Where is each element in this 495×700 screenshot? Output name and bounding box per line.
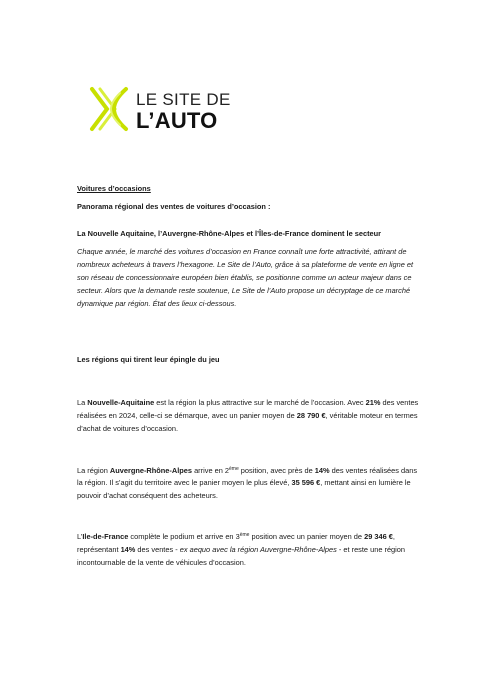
average-basket-price: 35 596 € [291,478,321,488]
brand-logo [86,86,236,134]
sales-percentage: 14% [314,465,330,475]
text-run: L’ [77,531,83,541]
text-run: , mettant ainsi en lumière le pouvoir d’achat conséquent des acheteurs. [77,478,411,501]
sales-percentage: 21% [365,398,381,408]
text-run: La région [77,465,110,475]
paragraph-auvergne-rhone-alpes [77,465,422,503]
paragraph-ile-de-france [77,531,422,569]
document-body [77,183,422,569]
text-run: La [77,398,88,408]
text-run: des ventes réalisées dans la région. Il s’agit du territoire avec le panier moyen le plus élevé, [77,465,418,488]
text-run: est la région la plus attractive sur le marché de l’occasion. Avec [154,398,366,408]
text-run: position avec un panier moyen de [249,531,365,541]
text-run: arrive en 2 [192,465,229,475]
ordinal-suffix: ème [229,465,239,472]
text-run: , véritable moteur en termes d’achat de voitures d’occasion. [77,410,418,433]
region-name: Ile-de-France [82,531,129,541]
ex-aequo-note: ex aequo avec la région Auvergne-Rhône-Alpes [179,544,337,554]
average-basket-price: 28 790 € [296,410,326,420]
sales-percentage: 14% [120,544,136,554]
text-run: des ventes réalisées en 2024, celle-ci se démarque, avec un panier moyen de [77,398,419,420]
text-run: , représentant [77,531,395,554]
logo-mark-icon [86,86,132,132]
logo-text-line2: L’AUTO [136,108,218,133]
text-run: complète le podium et arrive en 3 [128,531,240,541]
intro-paragraph: Chaque année, le marché des voitures d’occasion en France connaît une forte attractivité, attirant de nombreux acheteurs à travers l’hexagone. Le Site de l’Auto, grâce à sa plateforme de vente en ligne et son réseau de concessionnaire européen bien établis, se positionne comme un acteur majeur dans ce secteur. Alors que la demande reste soutenue, Le Site de l’Auto propose un décryptage de ce marché dynamique par région. État des lieux ci-dessous. [77,247,414,308]
text-run: position, avec près de [238,465,315,475]
region-name: Nouvelle-Aquitaine [87,398,155,408]
document-subheading: Panorama régional des ventes de voitures d’occasion : [77,201,271,211]
document-lead: La Nouvelle Aquitaine, l’Auvergne-Rhône-Alpes et l’Îles-de-France dominent le secteur [77,228,382,238]
paragraph-nouvelle-aquitaine [77,397,422,435]
section-title: Les régions qui tirent leur épingle du jeu [77,355,220,365]
text-run: - et reste une région incontournable de la vente de véhicules d’occasion. [77,544,406,567]
document-heading: Voitures d’occasions [77,184,151,193]
text-run: des ventes - [135,544,180,554]
average-basket-price: 29 346 € [364,531,393,541]
region-name: Auvergne-Rhône-Alpes [109,465,193,475]
ordinal-suffix: ème [239,531,250,538]
logo-text-line1: LE SITE DE [136,90,231,109]
